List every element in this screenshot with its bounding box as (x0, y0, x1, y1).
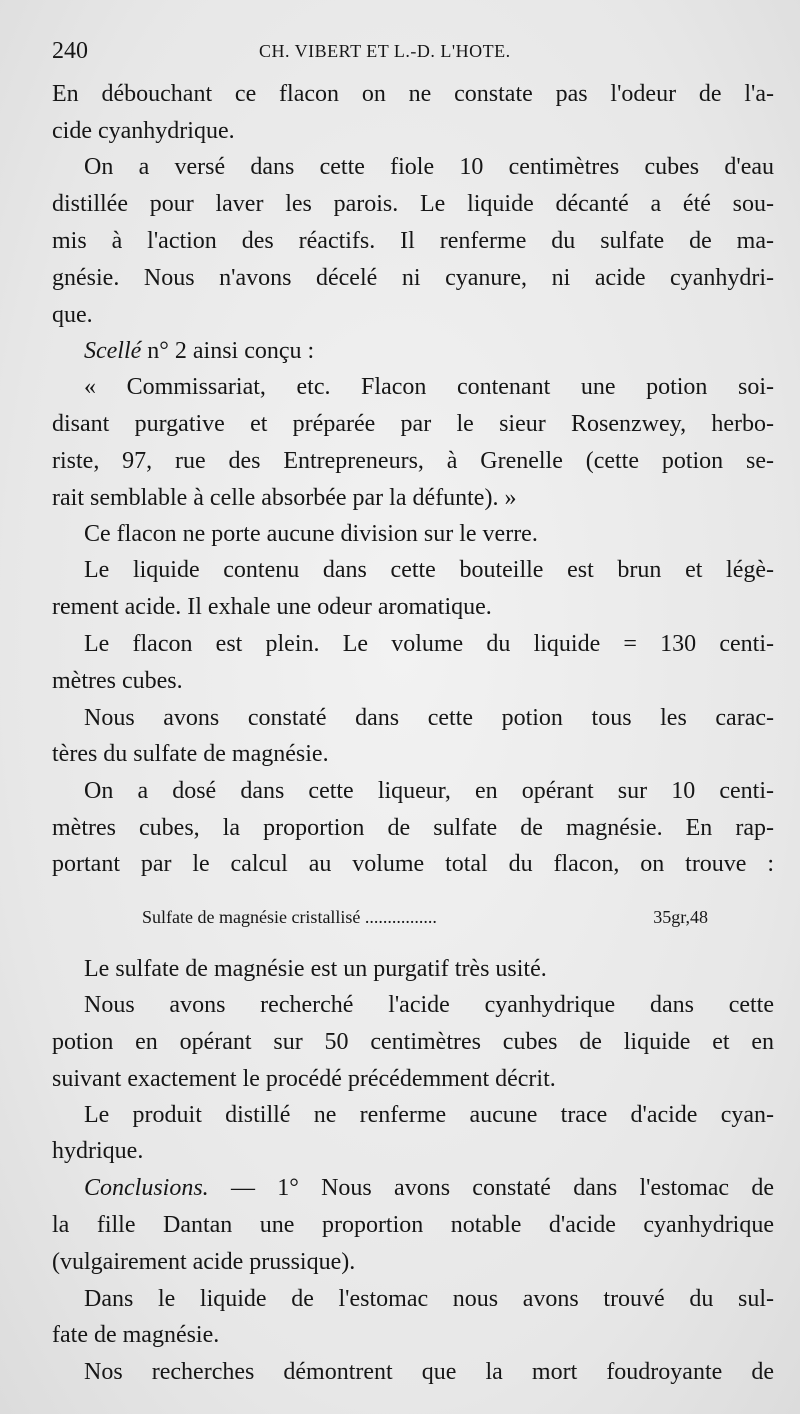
running-title: CH. VIBERT ET L.-D. L'HOTE. (259, 41, 511, 61)
text-line: On a versé dans cette fiole 10 centimètres cubes d'eau (84, 154, 774, 180)
text-line: cide cyanhydrique. (52, 118, 235, 144)
text-line: Le sulfate de magnésie est un purgatif très usité. (84, 956, 547, 982)
text-line: rement acide. Il exhale une odeur aromatique. (52, 594, 492, 620)
text-line-conclusions (84, 1174, 774, 1202)
text-line: tères du sulfate de magnésie. (52, 741, 329, 767)
text-line: la fille Dantan une proportion notable d'acide cyanhydrique (52, 1212, 774, 1238)
text-line: rait semblable à celle absorbée par la défunte). » (52, 485, 517, 511)
text-line: portant par le calcul au volume total du flacon, on trouve : (52, 851, 774, 877)
conclusions-label: Conclusions. (84, 1175, 209, 1201)
text-line: mis à l'action des réactifs. Il renferme du sulfate de ma- (52, 228, 774, 254)
scelle-text: n° 2 ainsi conçu : (147, 338, 315, 364)
text-line: mètres cubes, la proportion de sulfate de magnésie. En rap- (52, 815, 774, 841)
text-line: disant purgative et préparée par le sieur Rosenzwey, herbo- (52, 411, 774, 437)
text-line: Ce flacon ne porte aucune division sur le verre. (84, 521, 538, 547)
text-line: Le liquide contenu dans cette bouteille est brun et légè- (84, 557, 774, 583)
measurement-label: Sulfate de magnésie cristallisé ................ (142, 907, 437, 927)
text-line: Le flacon est plein. Le volume du liquide = 130 centi- (84, 631, 774, 657)
text-line: Nos recherches démontrent que la mort foudroyante de (84, 1359, 774, 1385)
text-line: suivant exactement le procédé précédemment décrit. (52, 1066, 556, 1092)
text-line: (vulgairement acide prussique). (52, 1249, 356, 1275)
scelle-label: Scellé (84, 338, 142, 364)
text-line: mètres cubes. (52, 668, 183, 694)
text-line: potion en opérant sur 50 centimètres cubes de liquide et en (52, 1029, 774, 1055)
text-line: Dans le liquide de l'estomac nous avons trouvé du sul- (84, 1286, 774, 1312)
text-line: gnésie. Nous n'avons décelé ni cyanure, ni acide cyanhydri- (52, 265, 774, 291)
text-line: On a dosé dans cette liqueur, en opérant sur 10 centi- (84, 778, 774, 804)
text-line: fate de magnésie. (52, 1322, 220, 1348)
text-line: que. (52, 302, 93, 328)
page-header (52, 38, 752, 64)
text-line: Le produit distillé ne renferme aucune trace d'acide cyan- (84, 1102, 774, 1128)
text-line: hydrique. (52, 1138, 144, 1164)
text-line: Nous avons recherché l'acide cyanhydrique dans cette (84, 992, 774, 1018)
text-line: « Commissariat, etc. Flacon contenant une potion soi- (84, 374, 774, 400)
text-line: riste, 97, rue des Entrepreneurs, à Grenelle (cette potion se- (52, 448, 774, 474)
measurement-line (142, 906, 708, 928)
text-line: En débouchant ce flacon on ne constate pas l'odeur de l'a- (52, 81, 774, 107)
measurement-value: 35gr,48 (653, 907, 708, 927)
conclusions-text: — 1° Nous avons constaté dans l'estomac de (230, 1175, 775, 1201)
text-line: Nous avons constaté dans cette potion tous les carac- (84, 705, 774, 731)
page-number: 240 (52, 38, 88, 64)
text-line-scelle (84, 337, 314, 365)
text-line: distillée pour laver les parois. Le liquide décanté a été sou- (52, 191, 774, 217)
